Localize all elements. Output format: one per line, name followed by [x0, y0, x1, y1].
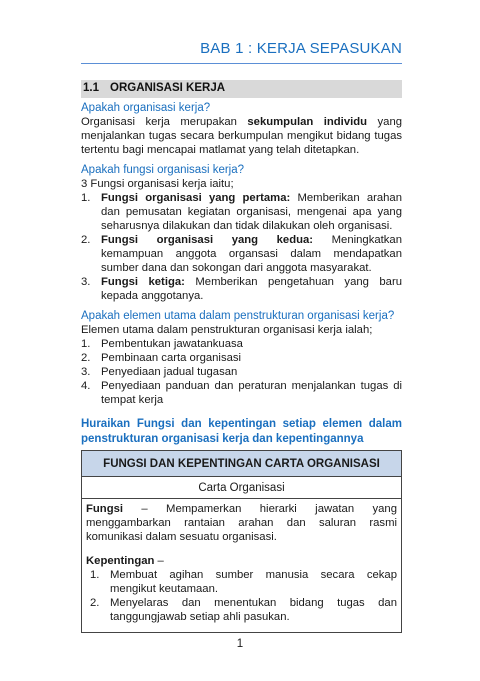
list-item-bold: Fungsi ketiga:	[101, 276, 185, 288]
answer-1-bold: sekumpulan individu	[247, 116, 368, 128]
list-item-text: Memberikan arahan dan pemusatan kegiatan organisasi, mengenai apa yang seharusnya dilakukan dan tidak dilakukan oleh organisasi.	[101, 192, 403, 232]
elemen-list	[81, 337, 402, 407]
list-item-number: 1.	[81, 192, 91, 204]
question-2-intro: 3 Fungsi organisasi kerja iaitu;	[81, 178, 234, 190]
fungsi-text: – Mempamerkan hierarki jawatan yang menggambarkan rantaian arahan dan saluran rasmi komunikasi dalam sesuatu organisasi.	[86, 503, 397, 543]
list-item-number: 3.	[81, 366, 91, 378]
list-item-text: Pembinaan carta organisasi	[101, 352, 242, 364]
answer-1-pre: Organisasi kerja merupakan	[81, 116, 248, 128]
table-body	[82, 499, 401, 632]
list-item-text: Penyediaan panduan dan peraturan menjalankan tugas di tempat kerja	[101, 380, 402, 406]
list-item	[81, 379, 402, 407]
list-item-text: Pembentukan jawatankuasa	[101, 338, 243, 350]
list-item-text: Menyelaras dan menentukan bidang tugas dan tanggungjawab setiap ahli pasukan.	[110, 597, 397, 623]
list-item	[81, 275, 402, 303]
list-item-number: 1.	[90, 569, 100, 581]
list-item-bold: Fungsi organisasi yang pertama:	[101, 192, 291, 204]
section-heading	[81, 80, 402, 98]
kepentingan-heading	[86, 554, 397, 568]
list-item	[81, 365, 402, 379]
fungsi-list	[81, 191, 402, 303]
list-item-text: Meningkatkan kemampuan anggota organsasi dalam mendapatkan sumber dana dan sokongan dari anggota masyarakat.	[101, 234, 402, 274]
list-item-number: 4.	[81, 380, 91, 392]
answer-1	[81, 115, 402, 157]
list-item	[81, 191, 402, 233]
fungsi-label: Fungsi	[86, 503, 124, 515]
question-2: Apakah fungsi organisasi kerja?	[81, 164, 245, 176]
fungsi-paragraph	[86, 502, 397, 544]
list-item-text: Memberikan pengetahuan yang baru kepada anggotanya.	[101, 276, 402, 302]
list-item	[86, 568, 397, 596]
list-item	[81, 337, 402, 351]
list-item-number: 2.	[81, 352, 91, 364]
kepentingan-suffix: –	[154, 555, 164, 567]
question-3-intro: Elemen utama dalam penstrukturan organisasi kerja ialah;	[81, 324, 373, 336]
question-1: Apakah organisasi kerja?	[81, 102, 211, 114]
table-subheader: Carta Organisasi	[82, 477, 401, 499]
question-4: Huraikan Fungsi dan kepentingan setiap elemen dalam penstrukturan organisasi kerja dan kepentingannya	[81, 418, 402, 445]
question-3: Apakah elemen utama dalam penstrukturan organisasi kerja?	[81, 310, 395, 322]
list-item-bold: Fungsi organisasi yang kedua:	[101, 234, 314, 246]
answer-1-post: yang menjalankan tugas secara berkumpulan mengikut bidang tugas tertentu bagi mencapai matlamat yang telah ditetapkan.	[81, 116, 403, 156]
carta-organisasi-table	[81, 450, 402, 633]
list-item-text: Membuat agihan sumber manusia secara cekap mengikut keutamaan.	[110, 569, 397, 595]
section-title: ORGANISASI KERJA	[110, 82, 226, 94]
kepentingan-label: Kepentingan	[86, 555, 155, 567]
main-content	[81, 101, 402, 446]
page-number: 1	[236, 638, 244, 650]
list-item-text: Penyediaan jadual tugasan	[101, 366, 238, 378]
list-item-number: 3.	[81, 276, 91, 288]
list-item-number: 2.	[90, 597, 100, 609]
chapter-rule	[81, 63, 402, 64]
chapter-title: BAB 1 : KERJA SEPASUKAN	[200, 40, 402, 57]
list-item-number: 1.	[81, 338, 91, 350]
list-item-number: 2.	[81, 234, 91, 246]
table-header: FUNGSI DAN KEPENTINGAN CARTA ORGANISASI	[82, 451, 401, 477]
list-item	[81, 351, 402, 365]
kepentingan-list	[86, 568, 397, 624]
list-item	[86, 596, 397, 624]
section-number: 1.1	[83, 82, 99, 94]
list-item	[81, 233, 402, 275]
